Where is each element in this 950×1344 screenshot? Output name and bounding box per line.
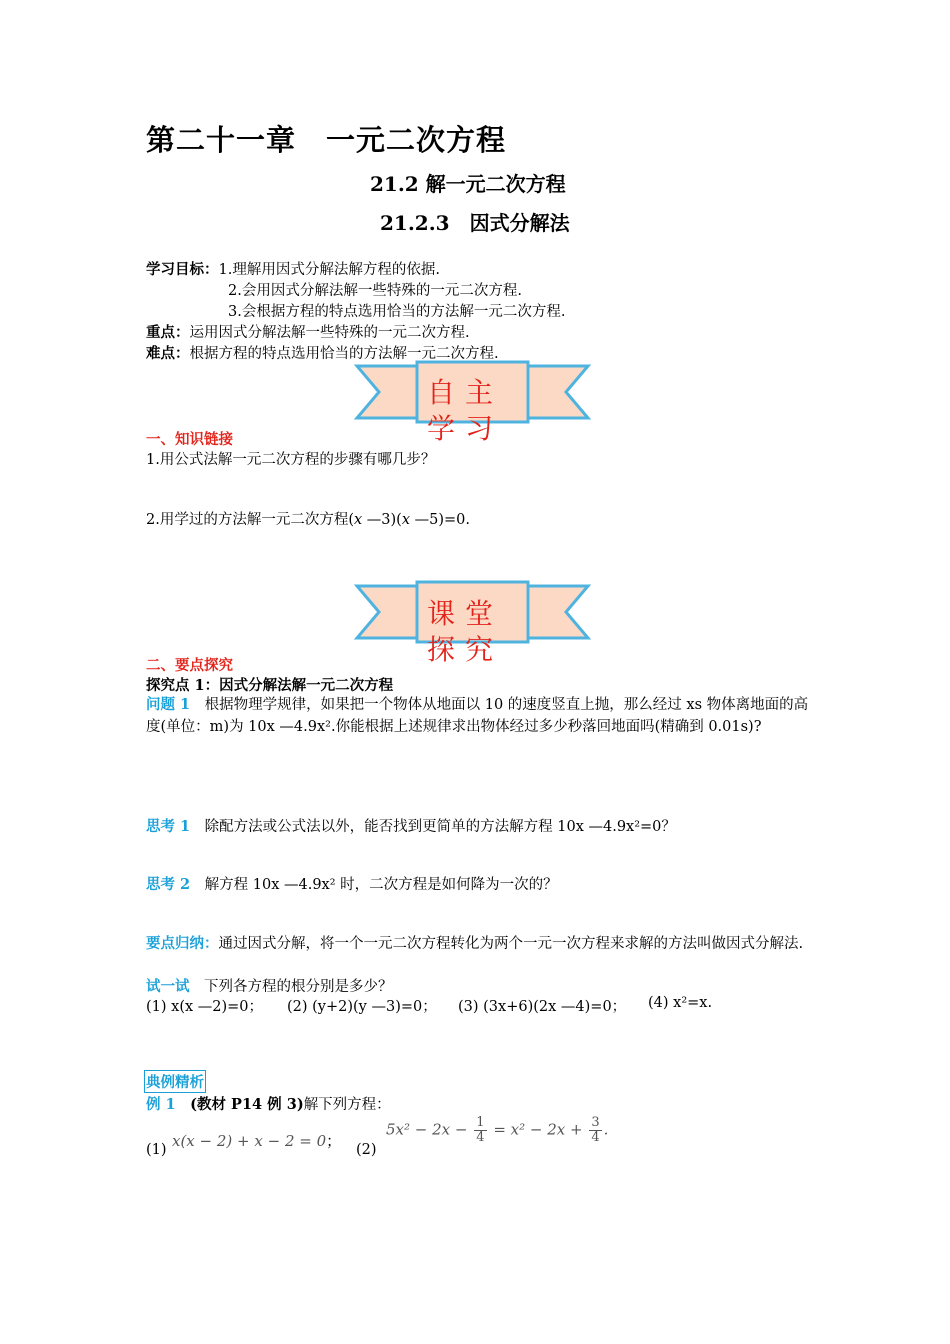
self-study-banner-label: 自主学习 (427, 376, 504, 445)
equation-2-left: 5x² − 2x − (386, 1120, 468, 1139)
fraction-2-denominator: 4 (591, 1130, 600, 1145)
knowledge-q2-var-1: x (354, 512, 363, 528)
example-1 (146, 1093, 391, 1114)
goals-line-1 (146, 258, 440, 279)
explore-title: 二、要点探究 (146, 657, 233, 674)
knowledge-q2-var-2: x (401, 512, 411, 528)
key-point-text: 运用因式分解法解一些特殊的一元二次方程. (189, 325, 470, 341)
equation-2-right: = x² − 2x + (493, 1120, 583, 1139)
think-1-label: 思考 1 (146, 818, 191, 835)
difficulty-label: 难点： (146, 345, 190, 362)
fraction-1-denominator: 4 (476, 1130, 485, 1145)
fraction-1-numerator: 1 (476, 1115, 485, 1130)
knowledge-q1: 1.用公式法解一元二次方程的步骤有哪几步？ (146, 452, 436, 468)
section-title: 21.2 解一元二次方程 (370, 172, 566, 196)
example-1-part-1-equation (172, 1130, 341, 1151)
key-summary (146, 933, 811, 955)
try-it (146, 975, 393, 996)
goals-label: 学习目标： (146, 261, 219, 278)
knowledge-q2 (146, 508, 470, 529)
example-1-part-2-equation (386, 1116, 608, 1145)
equation-1: x(x − 2) + x − 2 = 0 (172, 1132, 327, 1150)
think-2 (146, 873, 558, 894)
goal-item-3: 3.会根据方程的特点选用恰当的方法解一元二次方程. (228, 304, 566, 320)
think-2-text: 解方程 10x —4.9x² 时，二次方程是如何降为一次的？ (190, 877, 558, 893)
fraction-one-quarter (474, 1116, 486, 1145)
fraction-three-quarters (589, 1116, 601, 1145)
try-item-1: (1) x(x —2)=0； (146, 999, 264, 1015)
explore-point-1: 探究点 1：因式分解法解一元二次方程 (146, 677, 394, 694)
goal-item-1: 1.理解用因式分解法解方程的依据. (218, 262, 440, 278)
problem-1-text: 根据物理学规律，如果把一个物体从地面以 10 的速度竖直上抛，那么经过 xs 物体离地面的高度(单位：m)为 10x —4.9x².你能根据上述规律求出物体经过多少秒落回地面吗(精确到 0.01s)? (146, 697, 809, 735)
example-box-label: 典例精析 (144, 1070, 206, 1093)
equation-1-separator: ； (326, 1132, 342, 1150)
try-item-3: (3) (3x+6)(2x —4)=0； (458, 999, 627, 1015)
example-1-label: 例 1 (146, 1096, 176, 1113)
example-1-part-2-label: (2) (356, 1142, 377, 1158)
example-1-text: 解下列方程： (303, 1097, 391, 1113)
knowledge-q2-pre: 2.用学过的方法解一元二次方程( (146, 512, 354, 528)
knowledge-q2-post: —5)=0. (410, 512, 471, 528)
think-1 (146, 815, 676, 836)
key-point-line (146, 321, 470, 342)
try-item-4: (4) x²=x. (648, 995, 713, 1011)
chapter-title: 第二十一章 一元二次方程 (146, 123, 507, 157)
try-it-text: 下列各方程的根分别是多少？ (189, 979, 393, 995)
class-explore-banner-label: 课堂探究 (427, 597, 504, 666)
fraction-2-numerator: 3 (591, 1115, 600, 1130)
example-1-part-1-label: (1) (146, 1142, 167, 1158)
problem-1 (146, 694, 811, 738)
difficulty-text: 根据方程的特点选用恰当的方法解一元二次方程. (189, 346, 499, 362)
key-summary-label: 要点归纳： (146, 935, 219, 952)
knowledge-title: 一、知识链接 (146, 431, 233, 448)
key-point-label: 重点： (146, 324, 190, 341)
think-2-label: 思考 2 (146, 876, 191, 893)
problem-1-label: 问题 1 (146, 696, 191, 713)
key-summary-text: 通过因式分解，将一个一元二次方程转化为两个一元一次方程来求解的方法叫做因式分解法. (218, 936, 804, 952)
goal-item-2: 2.会用因式分解法解一些特殊的一元二次方程. (228, 283, 522, 299)
knowledge-q2-mid: —3)( (362, 512, 402, 528)
subsection-title: 21.2.3 因式分解法 (380, 211, 570, 235)
example-1-source: (教材 P14 例 3) (175, 1096, 304, 1113)
try-item-2: (2) (y+2)(y —3)=0； (287, 999, 437, 1015)
try-it-label: 试一试 (146, 978, 190, 995)
think-1-text: 除配方法或公式法以外，能否找到更简单的方法解方程 10x —4.9x²=0？ (190, 819, 676, 835)
equation-2-end: . (603, 1120, 609, 1139)
